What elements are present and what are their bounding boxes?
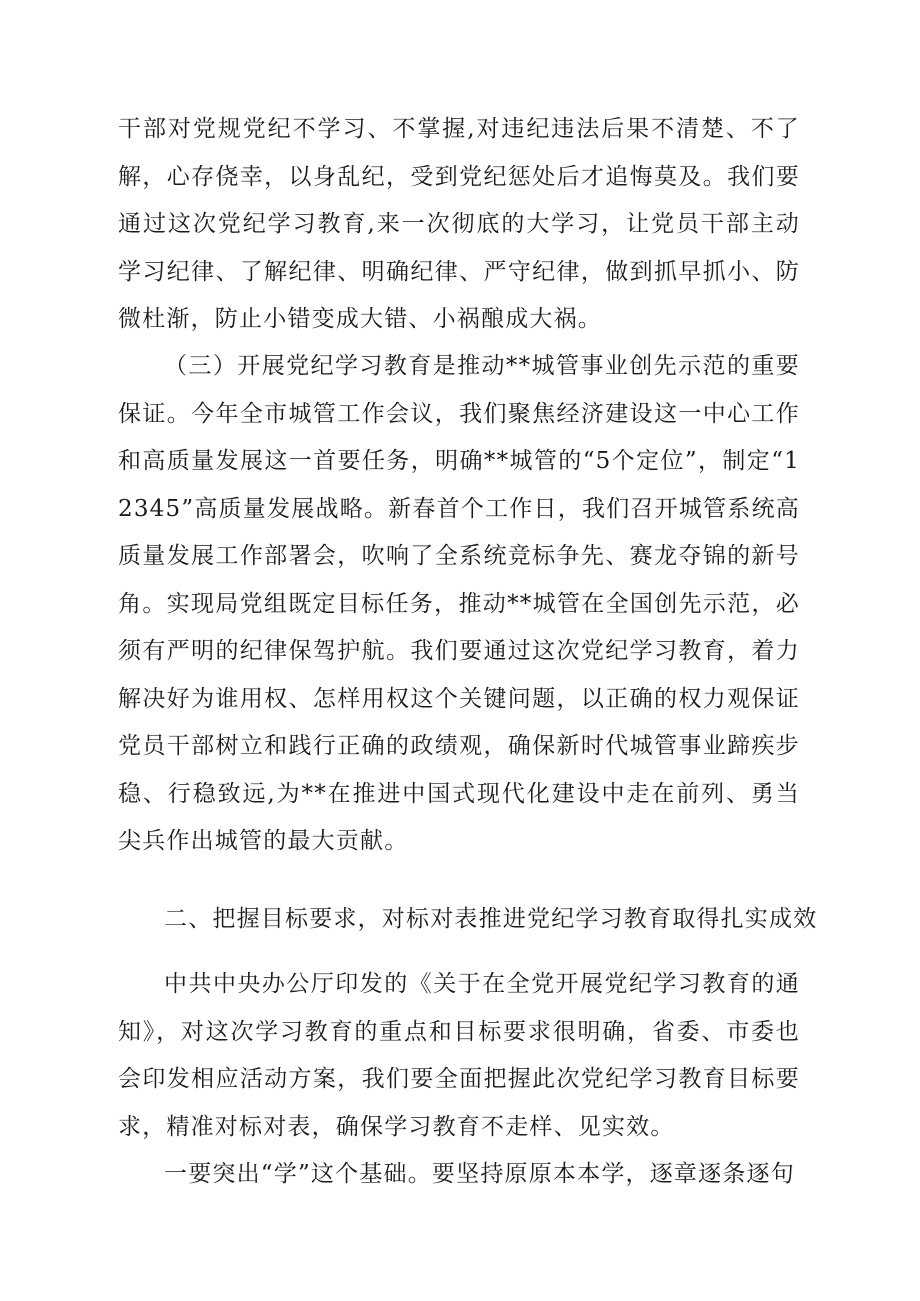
section-heading: 二、把握目标要求，对标对表推进党纪学习教育取得扎实成效 [164,906,818,932]
paragraph-4: 一要突出“学”这个基础。要坚持原原本本学，逐章逐条逐句 [164,1161,795,1187]
paragraph-2: （三）开展党纪学习教育是推动**城管事业创先示范的重要保证。今年全市城管工作会议，我们聚焦经济建设这一中心工作和高质量发展这一首要任务，明确**城管的“5个定位”，制定“12345”高质量发展战略。新春首个工作日，我们召开城管系统高质量发展工作部署会，吹响了全系统竞标争先、赛龙夺锦的新号角。实现局党组既定目标任务，推动**城管在全国创先示范，必须有严明的纪律保驾护航。我们要通过这次党纪学习教育，着力解决好为谁用权、怎样用权这个关键问题，以正确的权力观保证党员干部树立和践行正确的政绩观，确保新时代城管事业蹄疾步稳、行稳致远,为**在推进中国式现代化建设中走在前列、勇当尖兵作出城管的最大贡献。 [118,353,800,854]
paragraph-3: 中共中央办公厅印发的《关于在全党开展党纪学习教育的通知》，对这次学习教育的重点和目标要求很明确，省委、市委也会印发相应活动方案，我们要全面把握此次党纪学习教育目标要求，精准对标对表，确保学习教育不走样、见实效。 [118,971,800,1140]
paragraph-1: 干部对党规党纪不学习、不掌握,对违纪违法后果不清楚、不了解，心存侥幸，以身乱纪，受到党纪惩处后才追悔莫及。我们要通过这次党纪学习教育,来一次彻底的大学习，让党员干部主动学习纪律、了解纪律、明确纪律、严守纪律，做到抓早抓小、防微杜渐，防止小错变成大错、小祸酿成大祸。 [118,116,800,332]
